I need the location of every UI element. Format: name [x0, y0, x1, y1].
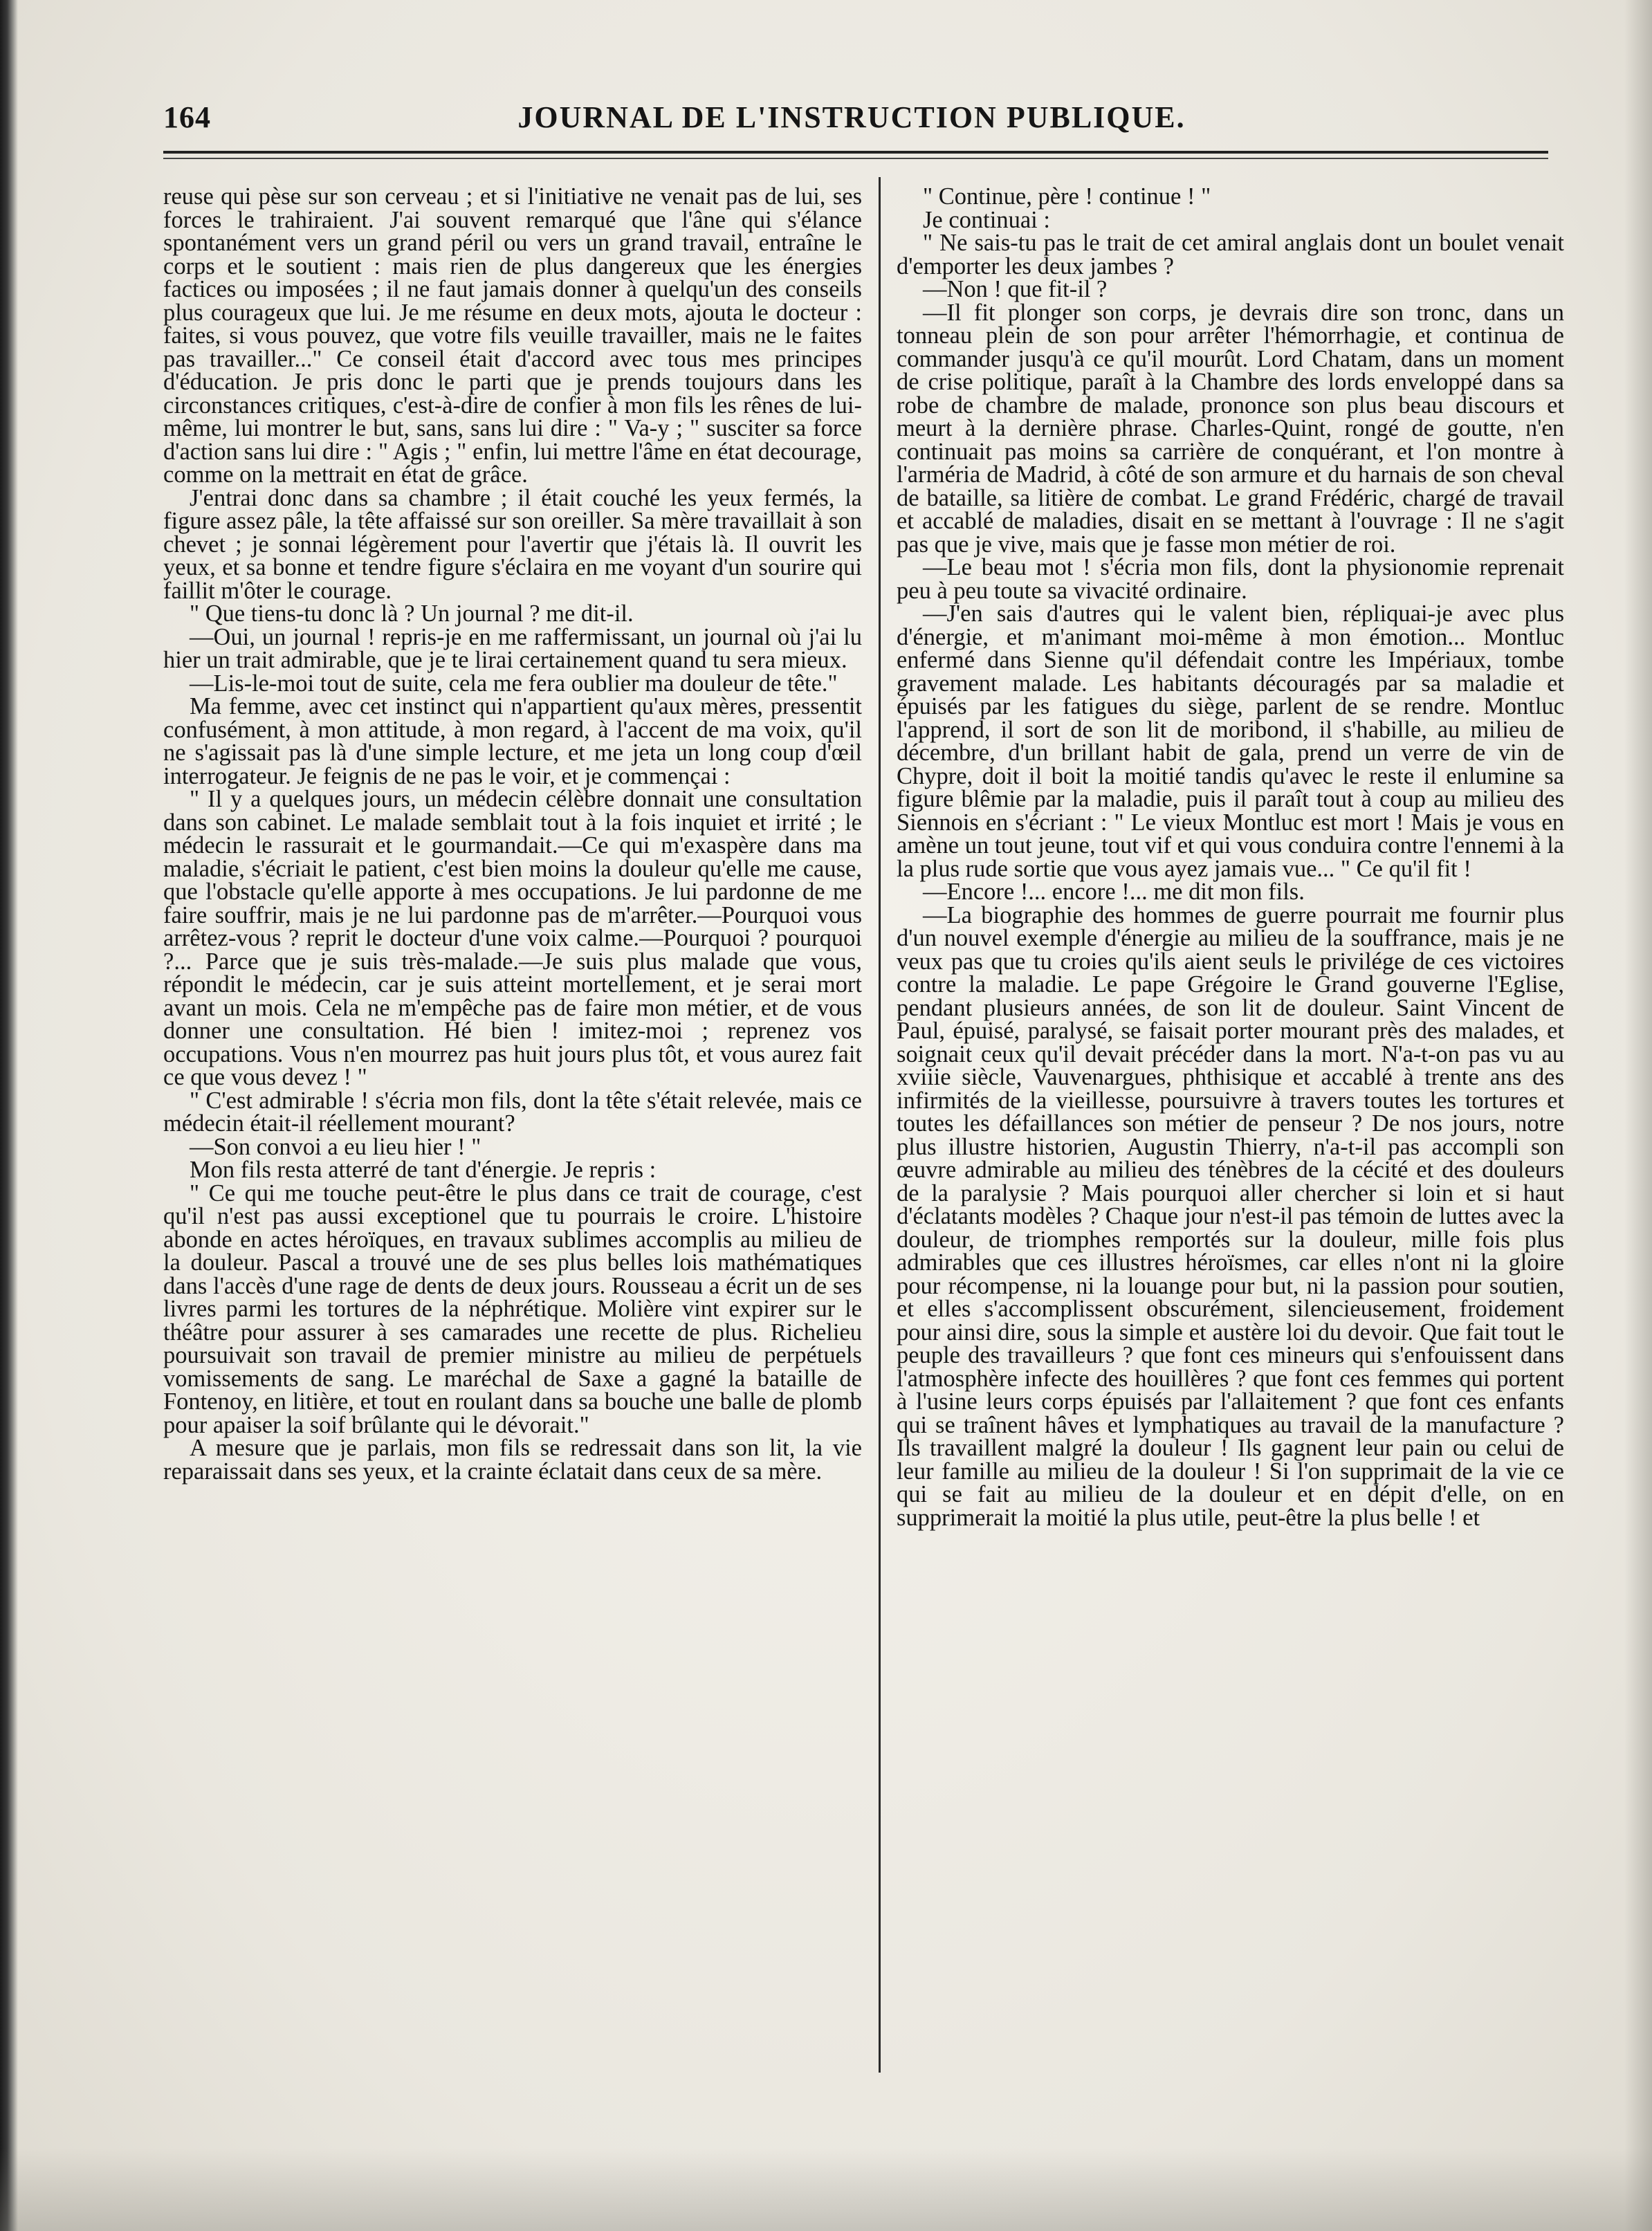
paragraph: " Continue, père ! continue ! " — [923, 185, 1211, 210]
paragraph: —Non ! que fit-il ? — [923, 276, 1108, 302]
paragraph: Mon fils resta atterré de tant d'énergie. Je repris : — [190, 1157, 657, 1183]
paragraph: " C'est admirable ! s'écria mon fils, dont la tête s'était relevée, mais ce médecin était-il réellement mourant? — [163, 1087, 862, 1137]
column-divider — [879, 177, 881, 2073]
page-number: 164 — [163, 100, 211, 134]
paragraph: —Encore !... encore !... me dit mon fils. — [923, 879, 1305, 905]
page-header — [163, 95, 1540, 144]
paragraph: —Lis-le-moi tout de suite, cela me fera oublier ma douleur de tête." — [190, 670, 838, 697]
paragraph: —Oui, un journal ! repris-je en me raffermissant, un journal où j'ai lu hier un trait admirable, que je te lirai certainement quand tu sera mieux. — [163, 623, 862, 673]
page-edge-shadow-right — [1624, 0, 1652, 2231]
paragraph: " Il y a quelques jours, un médecin célèbre donnait une consultation dans son cabinet. Le malade semblait tout à la fois inquiet et irrité ; le médecin le rassurait et le gourmandait.—Ce qui m'exaspère dans ma maladie, s'écriait le patient, c'est bien moins la douleur qu'elle me cause, que l'obstacle qu'elle apporte à mes occupations. Je lui pardonne de me faire souffrir, mais je ne lui pardonne pas de m'arrêter.—Pourquoi vous arrêtez-vous ? reprit le docteur d'une voix calme.—Pourquoi ? pourquoi ?... Parce que je suis très-malade.—Je suis plus malade que vous, répondit le médecin, car je suis atteint mortellement, et je serai mort avant un mois. Cela ne m'empêche pas de faire mon métier, et de vous donner une consultation. Hé bien ! imitez-moi ; reprenez vos occupations. Vous n'en mourrez pas huit jours plus tôt, et vous aurez fait ce que vous devez ! " — [163, 786, 862, 1090]
right-column — [897, 185, 1564, 2109]
page-edge-shadow-bottom — [0, 2148, 1652, 2231]
paragraph: —J'en sais d'autres qui le valent bien, répliquai-je avec plus d'énergie, et m'animant moi-même à mon émotion... Montluc enfermé dans Sienne qu'il défendait contre les Impériaux, tombe gravement malade. Les habitants découragés par sa maladie et épuisés par les fatigues du siège, parlent de se rendre. Montluc l'apprend, il sort de son lit de moribond, il s'habille, au milieu de décembre, d'un brillant habit de gala, prend un verre de vin de Chypre, doit il boit la moitié tandis qu'avec le reste il enlumine sa figure blêmie par la maladie, puis il paraît tout à coup au milieu des Siennois en s'écriant : " Le vieux Montluc est mort ! Mais je vous en amène un tout jeune, tout vif et qui vous conduira contre l'ennemi à la la plus rude sortie que vous ayez jamais vue... " Ce qu'il fit ! — [897, 600, 1564, 882]
paragraph: reuse qui pèse sur son cerveau ; et si l'initiative ne venait pas de lui, ses forces le trahiraient. J'ai souvent remarqué que l'âne qui s'élance spontanément vers un grand péril ou vers un grand travail, entraîne le corps et le soutient : mais rien de plus dangereux que les énergies factices ou imposées ; il ne faut jamais donner à quelqu'un des conseils plus courageux que lui. Je me résume en deux mots, ajouta le docteur : faites, si vous pouvez, que votre fils veuille travailler, mais ne le faites pas travailler..." Ce conseil était d'accord avec tous mes principes d'éducation. Je pris donc le parti que je prends toujours dans les circonstances critiques, c'est-à-dire de confier à mon fils les rênes de lui-même, lui montrer le but, sans, sans lui dire : " Va-y ; " susciter sa force d'action sans lui dire : " Agis ; " enfin, lui mettre l'âme en état decourage, comme on la mettrait en état de grâce. — [163, 185, 862, 488]
paragraph: Ma femme, avec cet instinct qui n'appartient qu'aux mères, pressentit confusément, à mon attitude, à mon regard, à l'accent de ma voix, qu'il ne s'agissait pas là d'une simple lecture, et me jeta un long coup d'œil interrogateur. Je feignis de ne pas le voir, et je commençai : — [163, 693, 862, 789]
paragraph: —Son convoi a eu lieu hier ! " — [190, 1133, 481, 1160]
paragraph: A mesure que je parlais, mon fils se redressait dans son lit, la vie reparaissait dans ses yeux, et la crainte éclatait dans ceux de sa mère. — [163, 1435, 862, 1485]
left-column — [163, 185, 862, 2109]
paragraph: Je continuai : — [923, 206, 1050, 233]
paragraph: —Le beau mot ! s'écria mon fils, dont la physionomie reprenait peu à peu toute sa vivacité ordinaire. — [897, 554, 1564, 604]
paragraph: " Que tiens-tu donc là ? Un journal ? me dit-il. — [190, 600, 634, 627]
paragraph: J'entrai donc dans sa chambre ; il était couché les yeux fermés, la figure assez pâle, la tête affaissé sur son oreiller. Sa mère travaillait à son chevet ; je sonnai légèrement pour l'avertir que j'étais là. Il ouvrit les yeux, et sa bonne et tendre figure s'éclaira en me voyant d'un sourire qui faillit m'ôter le courage. — [163, 484, 862, 604]
paragraph: " Ce qui me touche peut-être le plus dans ce trait de courage, c'est qu'il n'est pas aussi exceptionel que tu pourrais le croire. L'histoire abonde en actes héroïques, en travaux sublimes accomplis au milieu de la douleur. Pascal a trouvé une de ses plus belles lois mathématiques dans l'accès d'une rage de dents de deux jours. Rousseau a écrit un de ses livres parmi les tortures de la néphrétique. Molière vint expirer sur le théâtre pour assurer à ses camarades une recette de plus. Richelieu poursuivait son travail de premier ministre au milieu de perpétuels vomissements de sang. Le maréchal de Saxe a gagné la bataille de Fontenoy, en litière, et tout en roulant dans sa bouche une balle de plomb pour apaiser la soif brûlante qui le dévorait." — [163, 1179, 862, 1438]
paragraph: " Ne sais-tu pas le trait de cet amiral anglais dont un boulet venait d'emporter les deux jambes ? — [897, 230, 1564, 279]
header-rule-thin — [163, 158, 1548, 159]
page-binding-edge — [0, 0, 18, 2231]
header-rule-thick — [163, 151, 1548, 154]
journal-title: JOURNAL DE L'INSTRUCTION PUBLIQUE. — [517, 100, 1186, 134]
paragraph: —La biographie des hommes de guerre pourrait me fournir plus d'un nouvel exemple d'énergie au milieu de la souffrance, mais je ne veux pas que tu croies qu'ils aient seuls le privilége de ces victoires contre la maladie. Le pape Grégoire le Grand gouverne l'Eglise, pendant plusieurs années, de son lit de douleur. Saint Vincent de Paul, épuisé, paralysé, se faisait porter mourant près des malades, et soignait ceux qu'il devait précéder dans la mort. N'a-t-on pas vu au xviiie siècle, Vauvenargues, phthisique et accablé à trente ans des infirmités de la vieillesse, poursuivre à travers toutes les tortures et toutes les défaillances son métier de penseur ? De nos jours, notre plus illustre historien, Augustin Thierry, n'a-t-il pas accompli son œuvre admirable au milieu des ténèbres de la cécité et des douleurs de la paralysie ? Mais pourquoi aller chercher si loin et si haut d'éclatants modèles ? Chaque jour n'est-il pas témoin de luttes avec la douleur, de triomphes remportés sur la douleur, mille fois plus admirables que ces illustres héroïsmes, car elles n'ont ni la gloire pour récompense, ni la louange pour but, ni la passion pour soutien, et elles s'accomplissent obscurément, silencieusement, froidement pour ainsi dire, sous la simple et austère loi du devoir. Que fait tout le peuple des travailleurs ? que font ces mineurs qui s'enfouissent dans l'atmosphère infecte des houillères ? que font ces femmes qui portent à l'usine leurs corps épuisés par l'allaitement ? que font ces enfants qui se traînent hâves et lymphatiques au travail de la manufacture ? Ils travaillent malgré la douleur ! Ils gagnent leur pain ou celui de leur famille au milieu de la douleur ! Si l'on supprimait de la vie ce qui se fait au milieu de la douleur et en dépit d'elle, on en supprimerait la moitié la plus utile, peut-être la plus belle ! et — [897, 901, 1564, 1531]
paragraph: —Il fit plonger son corps, je devrais dire son tronc, dans un tonneau plein de son pour arrêter l'hémorrhagie, et continua de commander jusqu'à ce qu'il mourût. Lord Chatam, dans un moment de crise politique, paraît à la Chambre des lords enveloppé dans sa robe de chambre de malade, prononce son plus beau discours et meurt à la dernière phrase. Charles-Quint, rongé de goutte, n'en continuait pas moins sa carrière de conquérant, et l'on montre à l'arméria de Madrid, à côté de son armure et du harnais de son cheval de bataille, sa litière de combat. Le grand Frédéric, chargé de travail et accablé de maladies, disait en se mettant à l'ouvrage : Il ne s'agit pas que je vive, mais que je fasse mon métier de roi. — [897, 299, 1564, 558]
